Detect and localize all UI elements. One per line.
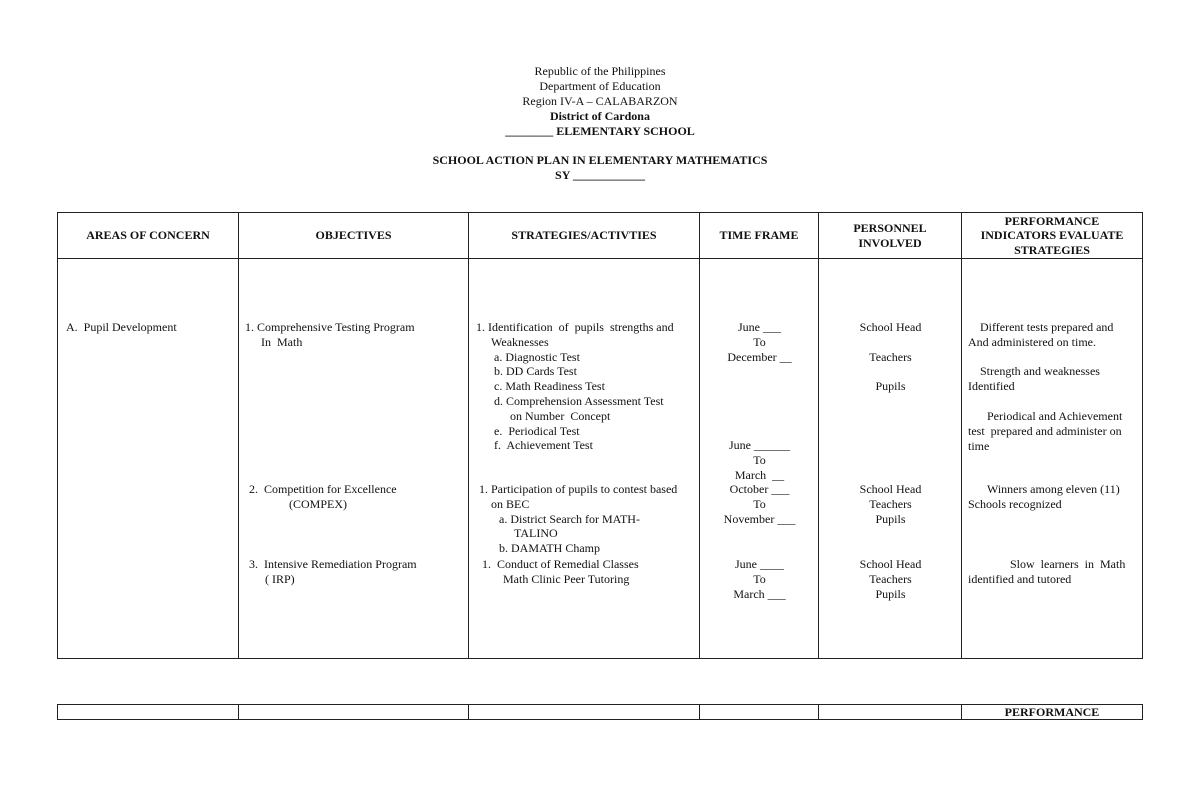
indicator-3: Periodical and Achievement test prepared and administer on time [968,409,1123,453]
table-header-row [58,213,1143,259]
personnel-2: School Head Teachers Pupils [859,482,922,526]
col-header-indicators: PERFORMANCE INDICATORS EVALUATE STRATEGIES [962,213,1143,259]
school-year: SY ____________ [555,168,645,182]
timeframe-4: June ____ To March ___ [733,557,786,601]
header-district: District of Cardona [550,109,650,123]
document-header [0,64,1200,183]
col-header-indicators-continued: PERFORMANCE [962,705,1143,720]
table-row [58,259,1143,659]
cell-timeframe [700,259,819,659]
cell-area [58,259,239,659]
header-republic: Republic of the Philippines [534,64,666,78]
action-plan-table [57,212,1143,659]
strategy-2: 1. Participation of pupils to contest based on BEC a. District Search for MATH- TALINO b. DAMATH Champ [479,482,678,556]
objective-3: 3. Intensive Remediation Program ( IRP) [249,557,417,586]
document-title: SCHOOL ACTION PLAN IN ELEMENTARY MATHEMATICS [432,153,768,167]
continuation-table [57,704,1143,720]
indicator-4: Winners among eleven (11) Schools recognized [968,482,1120,511]
header-region: Region IV-A – CALABARZON [522,94,678,108]
col-header-timeframe: TIME FRAME [700,213,819,259]
timeframe-3: October ___ To November ___ [723,482,796,526]
objective-1: 1. Comprehensive Testing Program In Math [245,320,415,349]
col-header-strategies: STRATEGIES/ACTIVTIES [469,213,700,259]
col-header-personnel: PERSONNEL INVOLVED [819,213,962,259]
table-header-row [58,705,1143,720]
cell-strategies [469,259,700,659]
personnel-1: School Head Teachers Pupils [859,320,922,394]
area-label: A. Pupil Development [66,320,177,334]
personnel-3: School Head Teachers Pupils [859,557,922,601]
cell-personnel [819,259,962,659]
indicator-2: Strength and weaknesses Identified [968,364,1100,393]
cell-indicators [962,259,1143,659]
col-header-objectives: OBJECTIVES [239,213,469,259]
cell-objectives [239,259,469,659]
strategy-3: 1. Conduct of Remedial Classes Math Clinic Peer Tutoring [482,557,639,586]
indicator-1: Different tests prepared and And administered on time. [968,320,1114,349]
col-header-areas: AREAS OF CONCERN [58,213,239,259]
header-department: Department of Education [539,79,661,93]
timeframe-1: June ___ To December __ [727,320,792,364]
indicator-5: Slow learners in Math identified and tutored [968,557,1126,586]
objective-2: 2. Competition for Excellence (COMPEX) [249,482,397,511]
strategy-1: 1. Identification of pupils strengths and Weaknesses a. Diagnostic Test b. DD Cards Test c. Math Readiness Test d. Comprehension Assessment Test on Number Concept e. Periodical Test f. Achievement Test [476,320,674,453]
timeframe-2: June ______ To March __ [729,438,790,482]
header-school: ________ ELEMENTARY SCHOOL [505,124,695,138]
